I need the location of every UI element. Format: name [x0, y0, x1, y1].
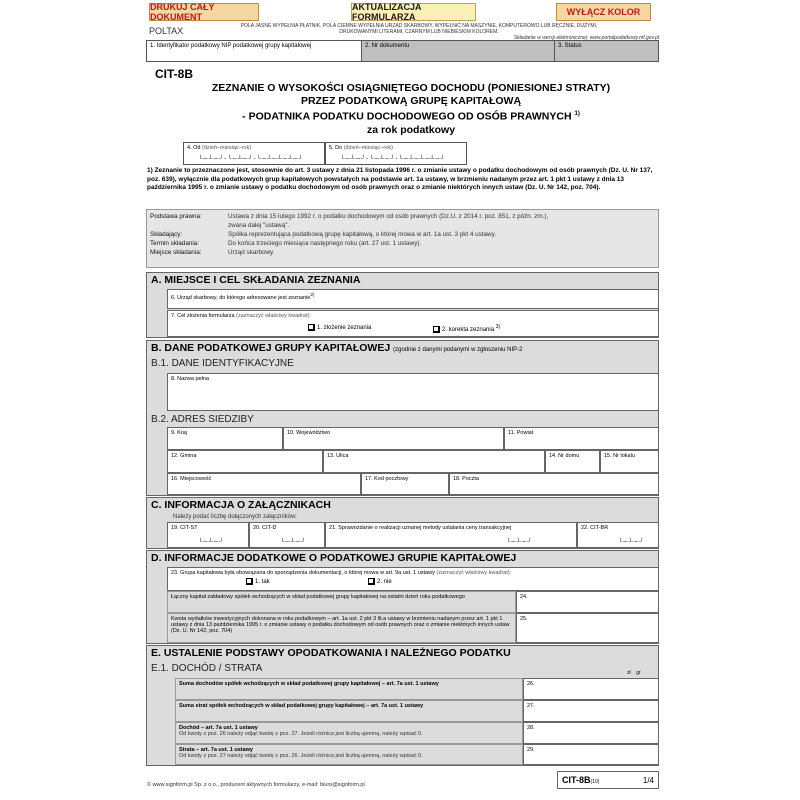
- loss-sum-label: Suma strat spółek wchodzących w skład podatkowej grupy kapitałowej – art. 7a ust. 1 ustawy: [175, 700, 523, 722]
- attachments-note: Należy podać liczbę dołączonych załączników.: [173, 514, 297, 520]
- footer-credit: © www.signform.pl Sp. z o.o., producent aktywnych formularzy, e-mail: biuro@signform.pl: [147, 782, 365, 788]
- checkbox-icon[interactable]: [246, 578, 253, 585]
- fill-instructions: POLA JASNE WYPEŁNIA PŁATNIK, POLA CIEMNE WYPEŁNIA URZĄD SKARBOWY. WYPEŁNIĆ NA MASZYNIE, KOMPUTEROWO LUB RĘCZNIE, DUŻYMI, DRUKOWANYMI LITERAMI, CZARNYM LUB NIEBIESKIM KOLOREM. Składanie w wersji elektronicznej: www.portalpodatkowy.mf.gov.pl: [240, 23, 659, 41]
- cit-st-field[interactable]: 19. CIT-ST └─┴─┘: [167, 522, 249, 548]
- documentation-obligation-field: 23. Grupa kapitałowa była obowiązana do sporządzenia dokumentacji, o której mowa w art. 9a ust. 1 ustawy (zaznaczyć właściwy kwadrat): 1. tak 2. nie: [167, 567, 659, 591]
- footer-form-code: CIT-8B(10) 1/4: [557, 771, 659, 789]
- post-office-field[interactable]: 18. Poczta: [449, 473, 659, 495]
- period-to-field[interactable]: 5. Do (dzień–miesiąc–rok) └─┴─┘-└─┴─┘-└─┴─┴─┴─┘: [325, 142, 467, 165]
- option-filing[interactable]: 1. złożenie zeznania: [308, 324, 371, 331]
- document-number-field: 2. Nr dokumentu: [362, 41, 555, 61]
- form-title: ZEZNANIE O WYSOKOŚCI OSIĄGNIĘTEGO DOCHODU (PONIESIONEJ STRATY) PRZEZ PODATKOWĄ GRUPĘ KAPITAŁOWĄ - PODATNIKA PODATKU DOCHODOWEGO OD OSÓB PRAWNYCH $^{1)}$ za rok podatkowy: [211, 82, 611, 136]
- city-field[interactable]: 16. Miejscowość: [167, 473, 361, 495]
- form-purpose-field: 7. Cel złożenia formularza (zaznaczyć właściwy kwadrat): 1. złożenie zeznania 2. korekta zeznania $^{3)}$: [167, 310, 659, 337]
- transfer-pricing-report-field[interactable]: 21. Sprawozdanie o realizacji uznanej metody ustalania ceny transakcyjnej └─┴─┘: [325, 522, 577, 548]
- country-field[interactable]: 9. Kraj: [167, 427, 283, 450]
- full-name-field[interactable]: 8. Nazwa pełna: [167, 373, 659, 411]
- period-from-field[interactable]: 4. Od (dzień–miesiąc–rok) └─┴─┘-└─┴─┘-└─┴─┴─┴─┘: [183, 142, 325, 165]
- section-c: C. INFORMACJA O ZAŁĄCZNIKACH Należy podać liczbę dołączonych załączników. 19. CIT-ST └─┴─┘ 20. CIT-D └─┴─┘ 21. Sprawozdanie o realizacji uznanej metody ustalania ceny transakcyjnej └─┴─┘ 22. CIT-BR └─┴─┘: [146, 497, 659, 549]
- section-e: E. USTALENIE PODSTAWY OPODATKOWANIA I NALEŻNEGO PODATKU E.1. DOCHÓD / STRATA zł gr Suma dochodów spółek wchodzących w skład podatkowej grupy kapitałowej – art. 7a ust. 1 ustawy 26. Suma strat spółek wchodzących w skład podatkowej grupy kapitałowej – art. 7a ust. 1 ustawy 27. Dochód – art. 7a ust. 1 ustawy Od kwoty z poz. 26 należy odjąć kwotę z poz. 27. Jeżeli różnica jest liczbą ujemną, należy wpisać 0. 28. Strata – art. 7a ust. 1 ustawy Od kwoty z poz. 27 należy odjąć kwotę z poz. 26. Jeżeli różnica jest liczbą ujemną, należy wpisać 0. 29.: [146, 645, 659, 766]
- status-field: 3. Status: [555, 41, 658, 61]
- print-document-button[interactable]: DRUKUJ CAŁY DOKUMENT: [149, 3, 259, 21]
- house-number-field[interactable]: 14. Nr domu: [545, 450, 600, 473]
- section-d: D. INFORMACJE DODATKOWE O PODATKOWEJ GRUPIE KAPITAŁOWEJ 23. Grupa kapitałowa była obowiązana do sporządzenia dokumentacji, o której mowa w art. 9a ust. 1 ustawy (zaznaczyć właściwy kwadrat): 1. tak 2. nie Łączny kapitał zakładowy spółek wchodzących w skład podatkowej grupy kapitałowej na ostatni dzień roku podatkowego 24. Kwota wydatków inwestycyjnych dokonana w roku podatkowym – art. 1a ust. 2 pkt 3 lit.a ustawy w brzmieniu nadanym przez art. 1 pkt 1 ustawy z dnia 13 października 1995 r. o zmianie ustawy o podatku dochodowym od osób prawnych oraz o zmianie niektórych innych ustaw (Dz. U. Nr 142, poz. 704) 25.: [146, 550, 659, 644]
- poltax-label: POLTAX: [149, 26, 184, 36]
- section-b: B. DANE PODATKOWEJ GRUPY KAPITAŁOWEJ (zgodnie z danymi podanymi w zgłoszeniu NIP-2 B.1. DANE IDENTYFIKACYJNE 8. Nazwa pełna B.2. ADRES SIEDZIBY 9. Kraj 10. Województwo 11. Powiat 12. Gmina 13. Ulica 14. Nr domu 15. Nr lokalu 16. Miejscowość 17. Kod pocztowy 18. Poczta: [146, 340, 659, 496]
- commune-field[interactable]: 12. Gmina: [167, 450, 323, 473]
- apartment-number-field[interactable]: 15. Nr lokalu: [600, 450, 659, 473]
- investment-expenses-field[interactable]: 25.: [516, 613, 659, 643]
- option-correction[interactable]: 2. korekta zeznania $^{3)}$: [433, 324, 500, 333]
- page-number: 1/4: [642, 775, 654, 785]
- footnote: 1) Zeznanie to przeznaczone jest, stosownie do art. 3 ustawy z dnia 21 listopada 1996 r. o zmianie ustawy o podatku dochodowym od osób prawnych (Dz. U. Nr 137, poz. 639), wyłącznie dla podatkowych grup kapitałowych powstałych na podstawie art. 1a ustawy, w brzmieniu nadanym przez art. 1 pkt 1 ustawy z dnia 13 października 1995 r. o zmianie ustawy o podatku dochodowym od osób prawnych oraz o zmianie niektórych innych ustaw (Dz. U. Nr 142, poz. 704).: [147, 167, 653, 191]
- option-yes[interactable]: 1. tak: [246, 578, 270, 585]
- loss-sum-field[interactable]: 27.: [523, 700, 659, 722]
- legal-info: Podstawa prawna: Ustawa z dnia 15 lutego 1992 r. o podatku dochodowym od osób prawnych (Dz.U. z 2014 r. poz. 851, z późn. zm.), zwana dalej "ustawą". Składający: Spółka reprezentująca podatkową grupę kapitałową, o której mowa w art. 1a ust. 3 pkt 4 ustawy. Termin składania: Do końca trzeciego miesiąca następnego roku (art. 27 ust. 1 ustawy). Miejsce składania: Urząd skarbowy.: [146, 209, 659, 268]
- nip-field[interactable]: 1. Identyfikator podatkowy NIP podatkowej grupy kapitałowej: [147, 41, 362, 61]
- investment-expenses-label: Kwota wydatków inwestycyjnych dokonana w roku podatkowym – art. 1a ust. 2 pkt 3 lit.a ustawy w brzmieniu nadanym przez art. 1 pkt 1 ustawy z dnia 13 października 1995 r. o zmianie ustawy o podatku dochodowym od osób prawnych oraz o zmianie niektórych innych ustaw (Dz. U. Nr 142, poz. 704): [167, 613, 516, 643]
- district-field[interactable]: 11. Powiat: [504, 427, 659, 450]
- form-code: CIT-8B: [155, 67, 194, 81]
- form-page: [141, 0, 659, 800]
- share-capital-field[interactable]: 24.: [516, 591, 659, 613]
- income-sum-field[interactable]: 26.: [523, 678, 659, 700]
- loss-label: Strata – art. 7a ust. 1 ustawy Od kwoty z poz. 27 należy odjąć kwotę z poz. 26. Jeżeli różnica jest liczbą ujemną, należy wpisać 0.: [175, 744, 523, 765]
- checkbox-icon[interactable]: [433, 326, 440, 333]
- section-a: A. MIEJSCE I CEL SKŁADANIA ZEZNANIA 6. Urząd skarbowy, do którego adresowane jest zeznanie$^{2)}$ 7. Cel złożenia formularza (zaznaczyć właściwy kwadrat): 1. złożenie zeznania 2. korekta zeznania $^{3)}$: [146, 272, 659, 338]
- income-label: Dochód – art. 7a ust. 1 ustawy Od kwoty z poz. 26 należy odjąć kwotę z poz. 27. Jeżeli różnica jest liczbą ujemną, należy wpisać 0.: [175, 722, 523, 744]
- cit-d-field[interactable]: 20. CIT-D └─┴─┘: [249, 522, 325, 548]
- income-sum-label: Suma dochodów spółek wchodzących w skład podatkowej grupy kapitałowej – art. 7a ust. 1 ustawy: [175, 678, 523, 700]
- checkbox-icon[interactable]: [368, 578, 375, 585]
- option-no[interactable]: 2. nie: [368, 578, 392, 585]
- share-capital-label: Łączny kapitał zakładowy spółek wchodzących w skład podatkowej grupy kapitałowej na ostatni dzień roku podatkowego: [167, 591, 516, 613]
- header-fields: [146, 40, 659, 62]
- disable-color-button[interactable]: WYŁĄCZ KOLOR: [556, 3, 651, 21]
- checkbox-icon[interactable]: [308, 324, 315, 331]
- street-field[interactable]: 13. Ulica: [323, 450, 545, 473]
- update-form-button[interactable]: AKTUALIZACJA FORMULARZA: [351, 3, 476, 21]
- cit-br-field[interactable]: 22. CIT-BR └─┴─┘: [577, 522, 659, 548]
- income-field[interactable]: 28.: [523, 722, 659, 744]
- tax-office-field[interactable]: 6. Urząd skarbowy, do którego adresowane jest zeznanie$^{2)}$: [167, 289, 659, 309]
- loss-field[interactable]: 29.: [523, 744, 659, 765]
- voivodeship-field[interactable]: 10. Województwo: [283, 427, 504, 450]
- postal-code-field[interactable]: 17. Kod pocztowy: [361, 473, 449, 495]
